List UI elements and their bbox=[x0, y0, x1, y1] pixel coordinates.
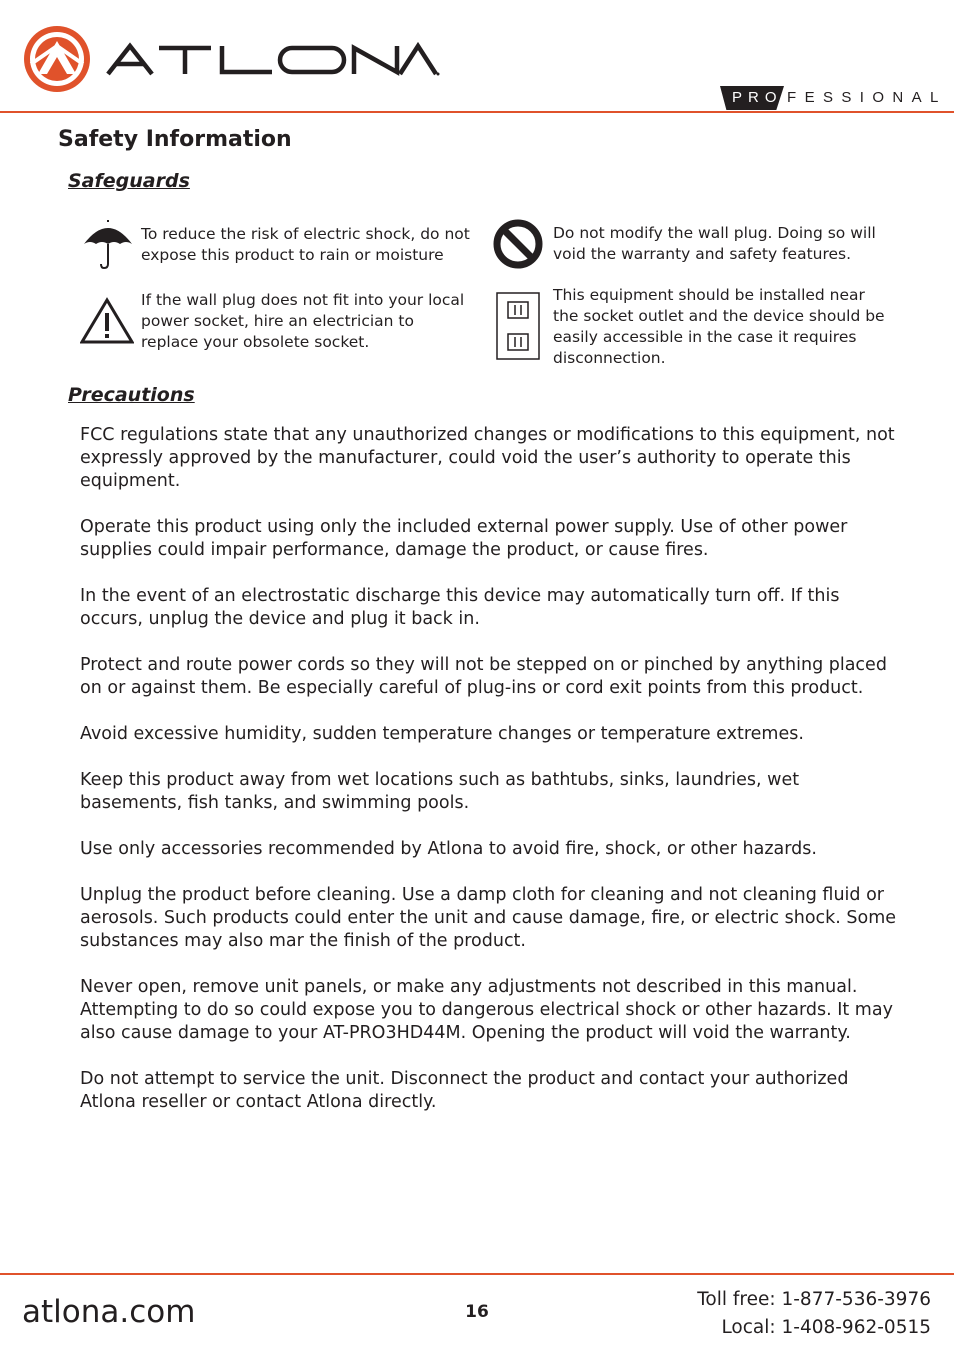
professional-badge bbox=[720, 86, 947, 110]
safeguards-heading: Safeguards bbox=[68, 170, 190, 192]
precaution-paragraph: In the event of an electrostatic discharge this device may automatically turn off. If this occurs, unplug the device and plug it back in. bbox=[80, 586, 840, 629]
footer-contact bbox=[697, 1286, 931, 1342]
warning-triangle-icon bbox=[80, 297, 134, 349]
badge-pro-text: PRO bbox=[732, 89, 783, 106]
footer-website: atlona.com bbox=[22, 1294, 196, 1330]
precaution-paragraph: Use only accessories recommended by Atlona to avoid fire, shock, or other hazards. bbox=[80, 839, 817, 859]
toll-free-number: Toll free: 1-877-536-3976 bbox=[697, 1289, 931, 1310]
safeguard-text-moisture: To reduce the risk of electric shock, do not expose this product to rain or moisture bbox=[141, 225, 470, 264]
page-title: Safety Information bbox=[58, 127, 292, 152]
precaution-paragraph: Unplug the product before cleaning. Use a damp cloth for cleaning and not cleaning fluid or aerosols. Such products could enter the unit and cause damage, fire, or electric shock. Some substances may also mar the finish of the product. bbox=[80, 885, 897, 951]
precaution-paragraph: Never open, remove unit panels, or make any adjustments not described in this manual. Attempting to do so could expose you to dangerous electrical shock or other hazards. It may also cause damage to your AT-PRO3HD44M. Opening the product will void the warranty. bbox=[80, 977, 893, 1043]
prohibited-icon bbox=[492, 218, 544, 274]
precaution-paragraph: FCC regulations state that any unauthorized changes or modifications to this equipment, not expressly approved by the manufacturer, could void the user’s authority to operate this equipment. bbox=[80, 425, 895, 491]
header-divider bbox=[0, 111, 954, 113]
footer-divider bbox=[0, 1273, 954, 1275]
precaution-paragraph: Protect and route power cords so they will not be stepped on or pinched by anything placed on or against them. Be especially careful of plug-ins or cord exit points from this product. bbox=[80, 655, 887, 698]
atlona-logo bbox=[22, 24, 442, 94]
umbrella-icon bbox=[82, 220, 134, 274]
safeguard-text-socket-outlet: This equipment should be installed near the socket outlet and the device should be easily accessible in the case it requires disconnection. bbox=[553, 286, 885, 367]
precautions-heading: Precautions bbox=[68, 384, 195, 406]
safeguard-text-wall-plug-fit: If the wall plug does not fit into your local power socket, hire an electrician to replace your obsolete socket. bbox=[141, 291, 465, 351]
precaution-paragraph: Avoid excessive humidity, sudden temperature changes or temperature extremes. bbox=[80, 724, 804, 744]
badge-fessional-text: FESSIONAL bbox=[787, 89, 947, 106]
wall-outlet-icon bbox=[496, 292, 540, 364]
precaution-paragraph: Do not attempt to service the unit. Disconnect the product and contact your authorized Atlona reseller or contact Atlona directly. bbox=[80, 1069, 849, 1112]
precautions-body bbox=[80, 424, 900, 1137]
page-number: 16 bbox=[465, 1302, 489, 1322]
precaution-paragraph: Keep this product away from wet locations such as bathtubs, sinks, laundries, wet basements, fish tanks, and swimming pools. bbox=[80, 770, 800, 813]
local-number: Local: 1-408-962-0515 bbox=[721, 1317, 931, 1338]
safeguard-text-modify-plug: Do not modify the wall plug. Doing so will void the warranty and safety features. bbox=[553, 224, 876, 263]
precaution-paragraph: Operate this product using only the included external power supply. Use of other power supplies could impair performance, damage the product, or cause fires. bbox=[80, 517, 848, 560]
